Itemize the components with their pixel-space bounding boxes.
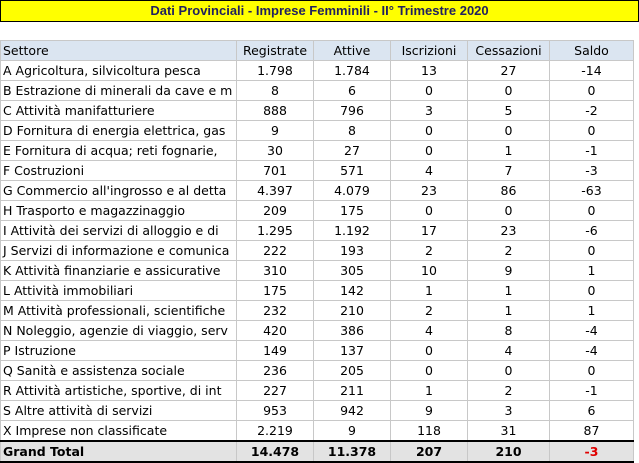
cell-iscrizioni[interactable]: 9 bbox=[391, 401, 468, 421]
cell-cessazioni[interactable]: 23 bbox=[468, 221, 550, 241]
cell-attive[interactable]: 137 bbox=[314, 341, 391, 361]
cell-iscrizioni[interactable]: 4 bbox=[391, 161, 468, 181]
cell-registrate[interactable]: 227 bbox=[237, 381, 314, 401]
cell-registrate[interactable]: 953 bbox=[237, 401, 314, 421]
cell-saldo[interactable]: -4 bbox=[550, 321, 634, 341]
total-attive[interactable]: 11.378 bbox=[314, 441, 391, 462]
data-table bbox=[0, 40, 634, 463]
cell-attive[interactable]: 142 bbox=[314, 281, 391, 301]
cell-cessazioni[interactable]: 2 bbox=[468, 381, 550, 401]
cell-registrate[interactable]: 1.295 bbox=[237, 221, 314, 241]
table-row bbox=[1, 321, 634, 341]
cell-registrate[interactable]: 30 bbox=[237, 141, 314, 161]
cell-iscrizioni[interactable]: 0 bbox=[391, 141, 468, 161]
cell-registrate[interactable]: 149 bbox=[237, 341, 314, 361]
cell-iscrizioni[interactable]: 0 bbox=[391, 341, 468, 361]
total-registrate[interactable]: 14.478 bbox=[237, 441, 314, 462]
cell-registrate[interactable]: 701 bbox=[237, 161, 314, 181]
cell-settore[interactable]: R Attività artistiche, sportive, di int bbox=[1, 381, 237, 401]
cell-saldo[interactable]: -3 bbox=[550, 161, 634, 181]
table-row bbox=[1, 341, 634, 361]
cell-registrate[interactable]: 209 bbox=[237, 201, 314, 221]
cell-settore[interactable]: P Istruzione bbox=[1, 341, 237, 361]
cell-saldo[interactable]: -2 bbox=[550, 101, 634, 121]
cell-settore[interactable]: X Imprese non classificate bbox=[1, 421, 237, 442]
cell-cessazioni[interactable]: 0 bbox=[468, 201, 550, 221]
cell-attive[interactable]: 386 bbox=[314, 321, 391, 341]
cell-settore[interactable]: C Attività manifatturiere bbox=[1, 101, 237, 121]
cell-attive[interactable]: 193 bbox=[314, 241, 391, 261]
cell-saldo[interactable]: -1 bbox=[550, 141, 634, 161]
cell-saldo[interactable]: 87 bbox=[550, 421, 634, 442]
cell-attive[interactable]: 210 bbox=[314, 301, 391, 321]
cell-saldo[interactable]: -6 bbox=[550, 221, 634, 241]
cell-registrate[interactable]: 9 bbox=[237, 121, 314, 141]
total-saldo[interactable]: -3 bbox=[550, 441, 634, 462]
cell-cessazioni[interactable]: 27 bbox=[468, 61, 550, 81]
cell-cessazioni[interactable]: 4 bbox=[468, 341, 550, 361]
cell-saldo[interactable]: 0 bbox=[550, 81, 634, 101]
header-saldo[interactable]: Saldo bbox=[550, 41, 634, 61]
cell-iscrizioni[interactable]: 10 bbox=[391, 261, 468, 281]
cell-saldo[interactable]: -4 bbox=[550, 341, 634, 361]
cell-settore[interactable]: S Altre attività di servizi bbox=[1, 401, 237, 421]
cell-iscrizioni[interactable]: 0 bbox=[391, 201, 468, 221]
cell-saldo[interactable]: -63 bbox=[550, 181, 634, 201]
cell-registrate[interactable]: 8 bbox=[237, 81, 314, 101]
cell-iscrizioni[interactable]: 4 bbox=[391, 321, 468, 341]
cell-settore[interactable]: K Attività finanziarie e assicurative bbox=[1, 261, 237, 281]
header-attive[interactable]: Attive bbox=[314, 41, 391, 61]
cell-attive[interactable]: 4.079 bbox=[314, 181, 391, 201]
table-row bbox=[1, 421, 634, 442]
header-cessazioni[interactable]: Cessazioni bbox=[468, 41, 550, 61]
cell-attive[interactable]: 942 bbox=[314, 401, 391, 421]
cell-attive[interactable]: 305 bbox=[314, 261, 391, 281]
cell-saldo[interactable]: -14 bbox=[550, 61, 634, 81]
cell-iscrizioni[interactable]: 17 bbox=[391, 221, 468, 241]
grand-total-row bbox=[1, 441, 634, 462]
cell-registrate[interactable]: 888 bbox=[237, 101, 314, 121]
cell-attive[interactable]: 27 bbox=[314, 141, 391, 161]
cell-cessazioni[interactable]: 9 bbox=[468, 261, 550, 281]
cell-iscrizioni[interactable]: 1 bbox=[391, 381, 468, 401]
cell-registrate[interactable]: 175 bbox=[237, 281, 314, 301]
table-row bbox=[1, 301, 634, 321]
cell-attive[interactable]: 205 bbox=[314, 361, 391, 381]
cell-attive[interactable]: 796 bbox=[314, 101, 391, 121]
cell-attive[interactable]: 6 bbox=[314, 81, 391, 101]
cell-settore[interactable]: D Fornitura di energia elettrica, gas bbox=[1, 121, 237, 141]
cell-attive[interactable]: 8 bbox=[314, 121, 391, 141]
total-iscrizioni[interactable]: 207 bbox=[391, 441, 468, 462]
cell-registrate[interactable]: 232 bbox=[237, 301, 314, 321]
cell-cessazioni[interactable]: 0 bbox=[468, 81, 550, 101]
header-settore[interactable]: Settore bbox=[1, 41, 237, 61]
cell-cessazioni[interactable]: 7 bbox=[468, 161, 550, 181]
cell-settore[interactable]: J Servizi di informazione e comunica bbox=[1, 241, 237, 261]
cell-saldo[interactable]: 1 bbox=[550, 301, 634, 321]
cell-registrate[interactable]: 1.798 bbox=[237, 61, 314, 81]
table-row bbox=[1, 261, 634, 281]
cell-iscrizioni[interactable]: 2 bbox=[391, 301, 468, 321]
cell-attive[interactable]: 211 bbox=[314, 381, 391, 401]
cell-cessazioni[interactable]: 86 bbox=[468, 181, 550, 201]
cell-settore[interactable]: G Commercio all'ingrosso e al detta bbox=[1, 181, 237, 201]
cell-cessazioni[interactable]: 1 bbox=[468, 301, 550, 321]
cell-registrate[interactable]: 2.219 bbox=[237, 421, 314, 442]
cell-cessazioni[interactable]: 0 bbox=[468, 121, 550, 141]
cell-iscrizioni[interactable]: 0 bbox=[391, 361, 468, 381]
cell-attive[interactable]: 9 bbox=[314, 421, 391, 442]
cell-attive[interactable]: 1.192 bbox=[314, 221, 391, 241]
sheet-title: Dati Provinciali - Imprese Femminili - II° Trimestre 2020 bbox=[0, 0, 639, 22]
cell-settore[interactable]: H Trasporto e magazzinaggio bbox=[1, 201, 237, 221]
cell-iscrizioni[interactable]: 23 bbox=[391, 181, 468, 201]
table-row bbox=[1, 61, 634, 81]
table-row bbox=[1, 381, 634, 401]
table-row bbox=[1, 101, 634, 121]
total-settore[interactable]: Grand Total bbox=[1, 441, 237, 462]
cell-saldo[interactable]: 0 bbox=[550, 361, 634, 381]
table-row bbox=[1, 81, 634, 101]
table-row bbox=[1, 241, 634, 261]
table-row bbox=[1, 141, 634, 161]
cell-settore[interactable]: E Fornitura di acqua; reti fognarie, bbox=[1, 141, 237, 161]
table-row bbox=[1, 181, 634, 201]
cell-cessazioni[interactable]: 2 bbox=[468, 241, 550, 261]
cell-saldo[interactable]: 1 bbox=[550, 261, 634, 281]
cell-iscrizioni[interactable]: 2 bbox=[391, 241, 468, 261]
cell-saldo[interactable]: 0 bbox=[550, 281, 634, 301]
cell-registrate[interactable]: 420 bbox=[237, 321, 314, 341]
cell-cessazioni[interactable]: 31 bbox=[468, 421, 550, 442]
cell-registrate[interactable]: 310 bbox=[237, 261, 314, 281]
cell-saldo[interactable]: -1 bbox=[550, 381, 634, 401]
cell-saldo[interactable]: 6 bbox=[550, 401, 634, 421]
table-row bbox=[1, 281, 634, 301]
cell-saldo[interactable]: 0 bbox=[550, 201, 634, 221]
table-row bbox=[1, 201, 634, 221]
cell-attive[interactable]: 1.784 bbox=[314, 61, 391, 81]
cell-cessazioni[interactable]: 8 bbox=[468, 321, 550, 341]
cell-settore[interactable]: L Attività immobiliari bbox=[1, 281, 237, 301]
header-row bbox=[1, 41, 634, 61]
cell-iscrizioni[interactable]: 118 bbox=[391, 421, 468, 442]
table-row bbox=[1, 221, 634, 241]
table-row bbox=[1, 401, 634, 421]
cell-settore[interactable]: I Attività dei servizi di alloggio e di bbox=[1, 221, 237, 241]
cell-registrate[interactable]: 222 bbox=[237, 241, 314, 261]
cell-attive[interactable]: 571 bbox=[314, 161, 391, 181]
cell-cessazioni[interactable]: 3 bbox=[468, 401, 550, 421]
cell-settore[interactable]: N Noleggio, agenzie di viaggio, serv bbox=[1, 321, 237, 341]
cell-registrate[interactable]: 236 bbox=[237, 361, 314, 381]
cell-iscrizioni[interactable]: 3 bbox=[391, 101, 468, 121]
cell-settore[interactable]: B Estrazione di minerali da cave e m bbox=[1, 81, 237, 101]
cell-cessazioni[interactable]: 1 bbox=[468, 141, 550, 161]
cell-settore[interactable]: M Attività professionali, scientifiche bbox=[1, 301, 237, 321]
table-row bbox=[1, 161, 634, 181]
cell-cessazioni[interactable]: 5 bbox=[468, 101, 550, 121]
header-iscrizioni[interactable]: Iscrizioni bbox=[391, 41, 468, 61]
total-cessazioni[interactable]: 210 bbox=[468, 441, 550, 462]
cell-registrate[interactable]: 4.397 bbox=[237, 181, 314, 201]
cell-attive[interactable]: 175 bbox=[314, 201, 391, 221]
cell-cessazioni[interactable]: 1 bbox=[468, 281, 550, 301]
cell-settore[interactable]: A Agricoltura, silvicoltura pesca bbox=[1, 61, 237, 81]
table-row bbox=[1, 361, 634, 381]
cell-saldo[interactable]: 0 bbox=[550, 241, 634, 261]
cell-settore[interactable]: Q Sanità e assistenza sociale bbox=[1, 361, 237, 381]
cell-iscrizioni[interactable]: 0 bbox=[391, 81, 468, 101]
cell-iscrizioni[interactable]: 13 bbox=[391, 61, 468, 81]
cell-iscrizioni[interactable]: 1 bbox=[391, 281, 468, 301]
cell-iscrizioni[interactable]: 0 bbox=[391, 121, 468, 141]
cell-saldo[interactable]: 0 bbox=[550, 121, 634, 141]
cell-cessazioni[interactable]: 0 bbox=[468, 361, 550, 381]
table-row bbox=[1, 121, 634, 141]
cell-settore[interactable]: F Costruzioni bbox=[1, 161, 237, 181]
header-registrate[interactable]: Registrate bbox=[237, 41, 314, 61]
